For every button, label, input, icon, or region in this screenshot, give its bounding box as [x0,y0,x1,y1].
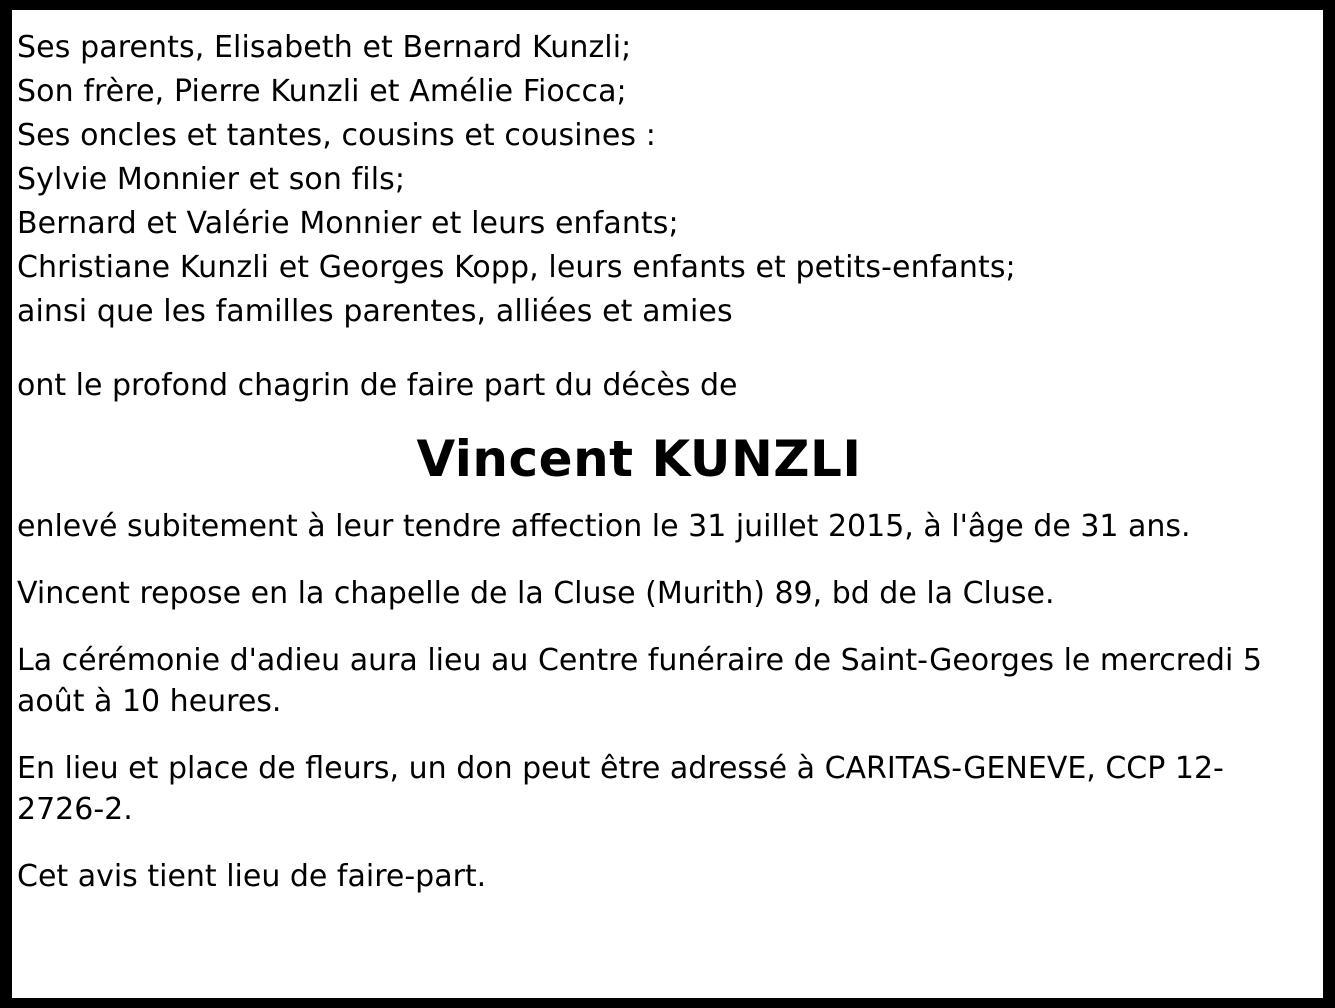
notice-paragraph: En lieu et place de fleurs, un don peut être adressé à CARITAS-GENEVE, CCP 12-2726-2. [17,751,1224,827]
family-line: Bernard et Valérie Monnier et leurs enfants; [17,206,679,241]
family-list [17,26,1301,334]
spacer [17,334,1301,364]
family-line: Son frère, Pierre Kunzli et Amélie Fiocca; [17,74,627,109]
deceased-name: Vincent KUNZLI [416,430,862,488]
announcement-text: ont le profond chagrin de faire part du décès de [17,368,738,403]
family-line: Ses oncles et tantes, cousins et cousines : [17,118,656,153]
family-line: Christiane Kunzli et Georges Kopp, leurs enfants et petits-enfants; [17,250,1016,285]
family-line: Sylvie Monnier et son fils; [17,162,406,197]
notice-paragraph: enlevé subitement à leur tendre affection le 31 juillet 2015, à l'âge de 31 ans. [17,509,1191,544]
family-line: Ses parents, Elisabeth et Bernard Kunzli; [17,30,632,65]
notice-paragraph: Cet avis tient lieu de faire-part. [17,859,487,894]
notice-paragraph: La cérémonie d'adieu aura lieu au Centre funéraire de Saint-Georges le mercredi 5 août à 10 heures. [17,643,1262,719]
notice-paragraph: Vincent repose en la chapelle de la Cluse (Murith) 89, bd de la Cluse. [17,576,1055,611]
family-line: ainsi que les familles parentes, alliées et amies [17,294,733,329]
notice-content [12,10,1323,998]
